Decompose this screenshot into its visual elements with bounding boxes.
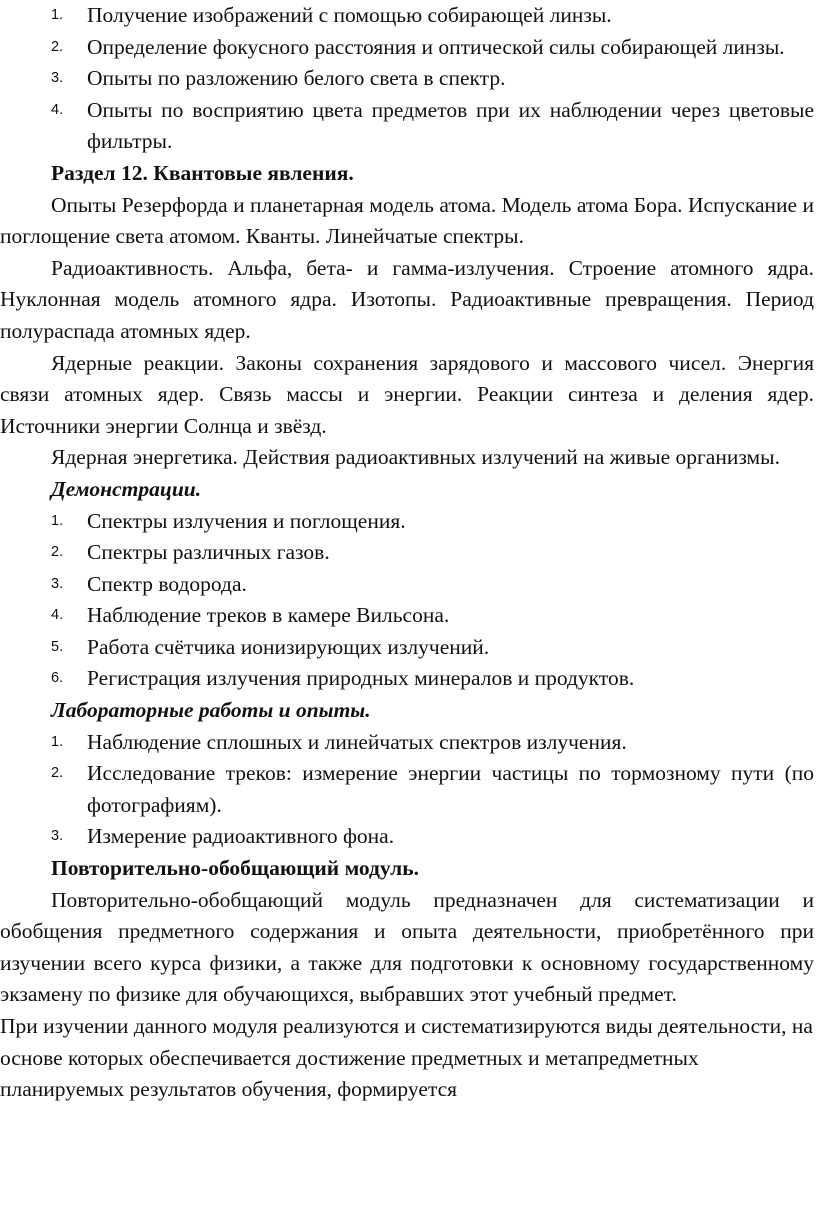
list-item [0,537,816,569]
demos-list [0,506,816,696]
paragraph: Повторительно-обобщающий модуль предназначен для систематизации и обобщения предметного содержания и опыта деятельности, приобретённого при изучении всего курса физики, а также для подготовки к основному государственному экзамену по физике для обучающихся, выбравших этот учебный предмет. [0,887,814,1007]
list-item-text: Регистрация излучения природных минералов и продуктов. [87,666,635,691]
list-item-text: Определение фокусного расстояния и оптической силы собирающей линзы. [87,34,785,59]
review-module-heading: Повторительно-обобщающий модуль. [51,856,419,881]
list-number: 5. [51,638,64,655]
paragraph: При изучении данного модуля реализуются и систематизируются виды деятельности, на основе которых обеспечивается достижение предметных и метапредметных планируемых результатов обучения, формируется [0,1014,813,1102]
list-item [0,95,816,158]
list-item [0,32,816,64]
list-item [0,569,816,601]
labs-list [0,727,816,853]
optics-experiments-list [0,0,816,158]
list-item-text: Исследование треков: измерение энергии частицы по тормозному пути (по фотографиям). [87,761,814,817]
section-12-heading: Раздел 12. Квантовые явления. [51,160,354,185]
paragraph: Опыты Резерфорда и планетарная модель атома. Модель атома Бора. Испускание и поглощение света атомом. Кванты. Линейчатые спектры. [0,192,814,249]
list-item [0,600,816,632]
paragraph: Ядерная энергетика. Действия радиоактивных излучений на живые организмы. [51,445,780,470]
list-item [0,727,816,759]
list-item-text: Опыты по восприятию цвета предметов при их наблюдении через цветовые фильтры. [87,97,814,154]
list-number: 1. [51,512,64,529]
list-item-text: Спектры различных газов. [87,540,330,565]
list-number: 1. [51,7,64,23]
list-number: 6. [51,670,64,687]
list-item-text: Наблюдение сплошных и линейчатых спектров излучения. [87,729,627,754]
list-number: 2. [51,38,64,55]
list-number: 4. [51,101,64,118]
list-item [0,758,816,821]
list-number: 3. [51,70,64,87]
list-item [0,632,816,664]
list-number: 3. [51,575,64,592]
list-number: 4. [51,607,64,624]
list-number: 1. [51,733,64,750]
list-item-text: Наблюдение треков в камере Вильсона. [87,603,450,628]
list-item-text: Спектры излучения и поглощения. [87,508,406,533]
paragraph: Ядерные реакции. Законы сохранения зарядового и массового чисел. Энергия связи атомных ядер. Связь массы и энергии. Реакции синтеза и деления ядер. Источники энергии Солнца и звёзд. [0,350,814,438]
list-number: 2. [51,765,64,782]
list-item-text: Опыты по разложению белого света в спектр. [87,66,506,91]
list-item [0,0,816,32]
list-number: 3. [51,828,64,845]
paragraph: Радиоактивность. Альфа, бета- и гамма-излучения. Строение атомного ядра. Нуклонная модель атомного ядра. Изотопы. Радиоактивные превращения. Период полураспада атомных ядер. [0,255,814,343]
demos-heading: Демонстрации. [51,476,202,501]
list-item [0,506,816,538]
list-item [0,63,816,95]
list-item-text: Получение изображений с помощью собирающей линзы. [87,3,612,27]
list-item-text: Спектр водорода. [87,571,247,596]
list-item-text: Работа счётчика ионизирующих излучений. [87,634,490,659]
list-item [0,821,816,853]
list-item-text: Измерение радиоактивного фона. [87,824,395,849]
list-item [0,663,816,695]
labs-heading: Лабораторные работы и опыты. [51,698,371,723]
list-number: 2. [51,544,64,561]
